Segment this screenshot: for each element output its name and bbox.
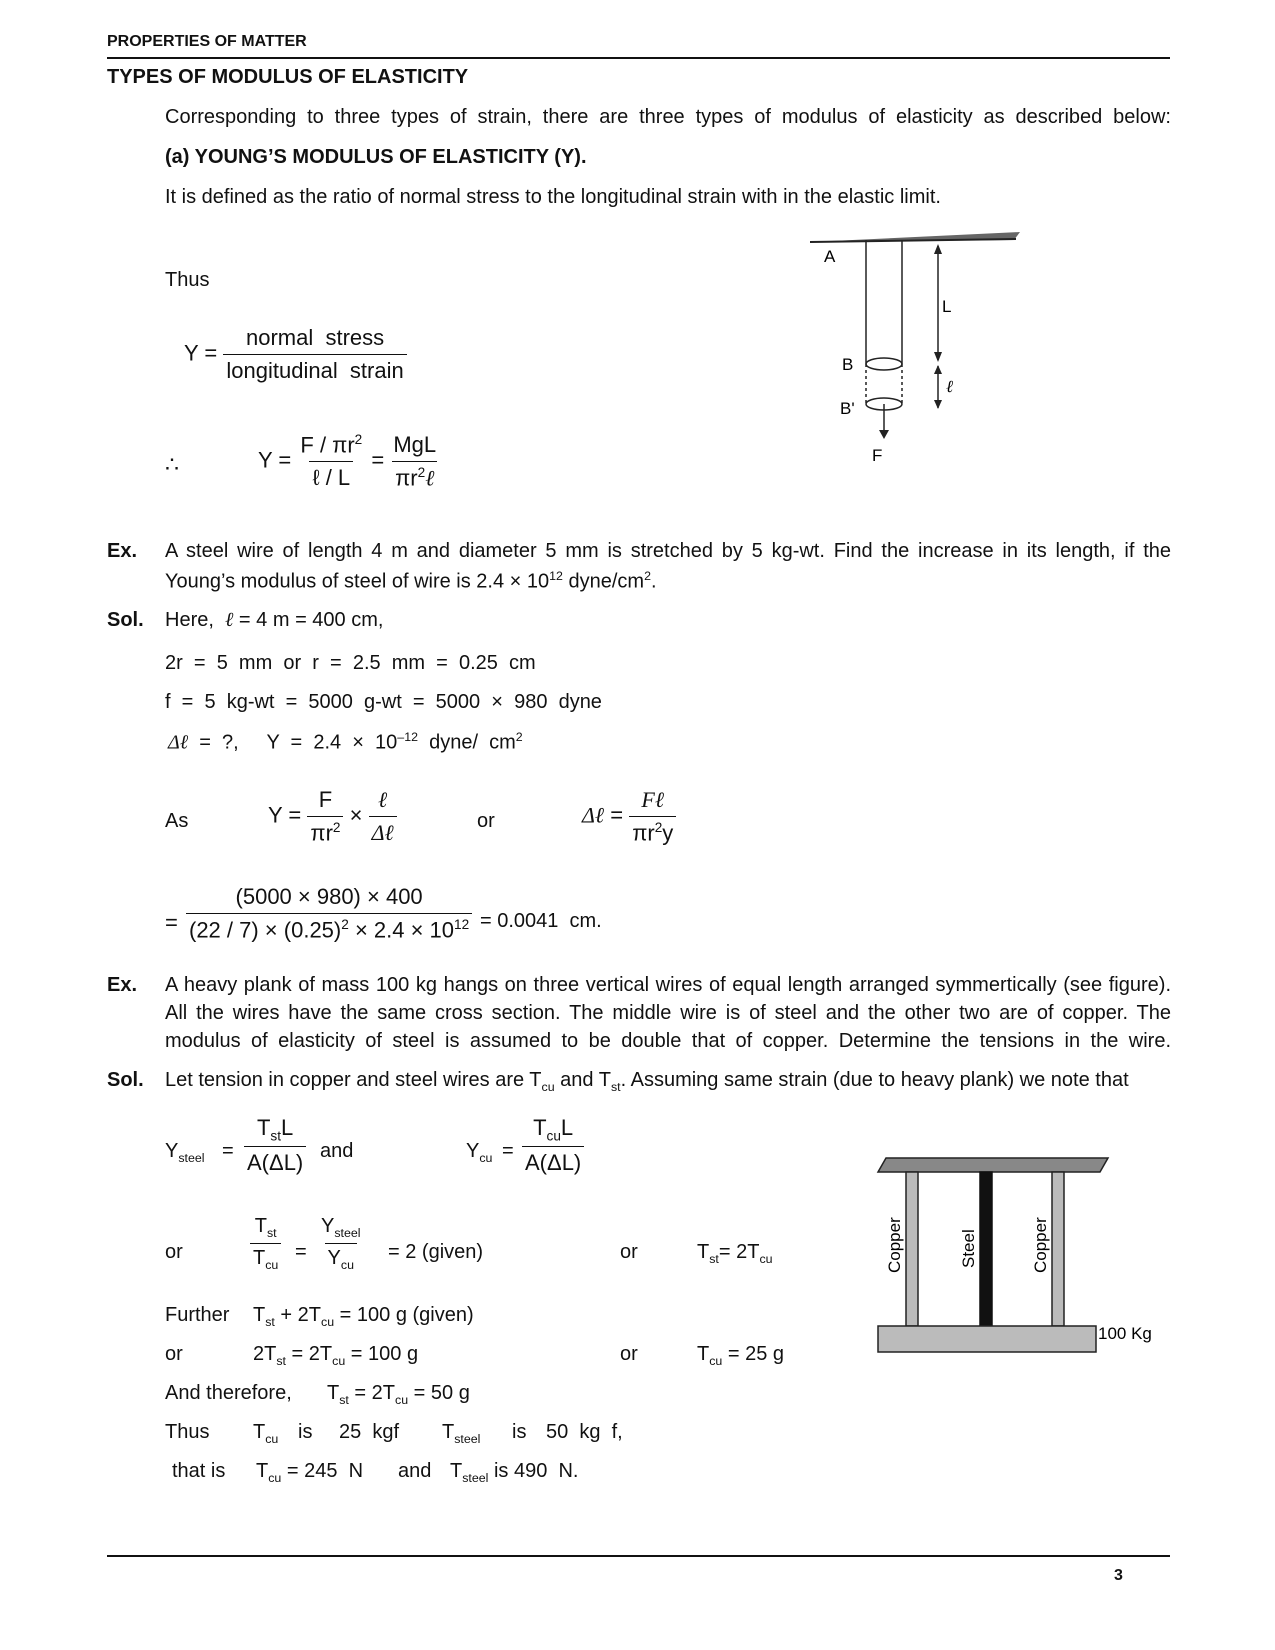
wire-stretch-figure xyxy=(810,232,1040,482)
fraction-denominator: longitudinal strain xyxy=(223,354,406,384)
therefore-symbol: ∴ xyxy=(165,452,179,477)
heavy-plank xyxy=(878,1326,1096,1352)
example1-line1: A steel wire of length 4 m and diameter 5 mm is stretched by 5 kg-wt. Find the increase in its length, if the xyxy=(165,540,1171,562)
tst-equals-2tcu: $T_{st}= 2T_{cu}$ xyxy=(697,1241,773,1266)
frac2-numerator: MgL xyxy=(393,432,437,457)
thus-tcu: $T_{cu}$ xyxy=(253,1421,279,1446)
formula-lhs: Y xyxy=(184,340,199,366)
eq-sign: = xyxy=(502,1140,514,1162)
label-B-prime: B' xyxy=(840,399,855,418)
solution2-tag: Sol. xyxy=(107,1069,144,1091)
subsection-title: (a) YOUNG’S MODULUS OF ELASTICITY (Y). xyxy=(165,146,587,168)
label-F: F xyxy=(872,446,883,465)
solution2-intro: Let tension in copper and steel wires are $T_{cu}$ and $T_{st}$. Assuming same strain (due to heavy plank) we note that xyxy=(165,1069,1129,1094)
plank-wires-figure xyxy=(878,1158,1152,1348)
or-label: or xyxy=(620,1241,638,1263)
calc-result: = 0.0041 cm. xyxy=(480,910,602,932)
solution1-unknown: Δℓ = ?, $Y = 2.4 \times 10^{-12}$ dyne/ $cm^2$ xyxy=(168,730,523,754)
or-equation: $2T_{st} = 2T_{cu} = 100$ g xyxy=(253,1343,419,1368)
young-modulus-relation: Y = $\frac{F}{\pi r^2}$ × $\frac{\text{ℓ}}{\text{Δℓ}}$ xyxy=(268,787,397,846)
footer-rule xyxy=(107,1555,1170,1557)
thus-label: Thus xyxy=(165,269,210,291)
solution1-radius: 2r = 5 mm or r = 2.5 mm = 0.25 cm xyxy=(165,652,536,674)
example2-tag: Ex. xyxy=(107,974,138,996)
intro-paragraph: Corresponding to three types of strain, there are three types of modulus of elasticity as described below: xyxy=(165,106,1171,128)
y-steel-fraction: $\frac{T_{st}L}{A(\Delta L)}$ xyxy=(244,1115,306,1176)
label-B: B xyxy=(842,355,854,374)
eq-sign: = xyxy=(295,1241,307,1263)
tcu-result: $T_{cu} = 25$ g xyxy=(697,1343,785,1368)
formula2-frac2: $\frac{\text{MgL}}{\pi r^2\ell}$ xyxy=(390,432,439,491)
tst-result: $T_{st} = 2T_{cu} = 50$ g xyxy=(327,1382,470,1407)
tension-ratio: $\frac{T_{st}}{T_{cu}}$ xyxy=(250,1215,281,1272)
y-steel-lhs: $Y_{steel}$ xyxy=(165,1140,205,1165)
page-number: 3 xyxy=(1114,1567,1123,1584)
or-label: or xyxy=(165,1241,183,1263)
tsteel-newton: $T_{steel}$ is 490 N. xyxy=(450,1460,579,1485)
tsteel-kgf: 50 kg f, xyxy=(546,1421,623,1443)
wire-end-b xyxy=(866,358,902,370)
example2-line3: modulus of elasticity of steel is assumed to be double that of copper. Determine the tensions in the wire. xyxy=(165,1030,1171,1052)
that-is-label: that is xyxy=(172,1460,226,1482)
example2-line2: All the wires have the same cross section. The middle wire is of steel and the other two are of copper. The xyxy=(165,1002,1171,1024)
tcu-kgf: 25 kgf xyxy=(339,1421,400,1443)
example1-tag: Ex. xyxy=(107,540,138,562)
label-copper-left: Copper xyxy=(885,1217,904,1273)
example1-line2: Young’s modulus of steel of wire is $2.4 \times 10^{12}$ dyne/$cm^2$. xyxy=(165,569,657,593)
steel-wire xyxy=(980,1172,992,1326)
is-label: is xyxy=(512,1421,527,1443)
label-L: L xyxy=(942,297,952,316)
frac1-numerator: F / πr xyxy=(300,432,355,458)
solution1-here: Here, ℓ = 4 m = 400 cm, xyxy=(165,609,384,631)
ceiling-support xyxy=(878,1158,1108,1172)
further-label: Further xyxy=(165,1304,230,1326)
example2-line1: A heavy plank of mass 100 kg hangs on three vertical wires of equal length arranged symmertically (see figure). xyxy=(165,974,1171,996)
section-title: TYPES OF MODULUS OF ELASTICITY xyxy=(107,66,469,88)
fraction-numerator: normal stress xyxy=(245,325,385,350)
eq-sign: = xyxy=(222,1140,234,1162)
solution1-force: f = 5 kg-wt = 5000 g-wt = 5000 × 980 dyne xyxy=(165,691,602,713)
copper-wire-right xyxy=(1052,1172,1064,1326)
and-label: and xyxy=(320,1140,354,1162)
calc-equals: = xyxy=(165,910,178,935)
formula2-lhs: Y xyxy=(258,447,273,473)
is-label: is xyxy=(298,1421,313,1443)
as-label: As xyxy=(165,810,189,832)
frac2-denominator: πr xyxy=(395,465,418,491)
or-label: or xyxy=(620,1343,638,1365)
label-A: A xyxy=(824,247,836,266)
extension-relation: Δℓ = $\frac{\text{Fℓ}}{\pi r^2y}$ xyxy=(582,787,676,846)
ratio-value: = 2 (given) xyxy=(388,1241,484,1263)
thus-label-2: Thus xyxy=(165,1421,210,1443)
definition-text: It is defined as the ratio of normal stress to the longitudinal strain with in the elastic limit. xyxy=(165,186,941,208)
youngs-modulus-expanded: Y = $\frac{F / \pi r^2}{\text{ℓ / L}}$ = $\frac{\text{MgL}}{\pi r^2\ell}$ xyxy=(258,432,439,491)
y-cu-lhs: $Y_{cu}$ xyxy=(466,1140,493,1165)
label-mass: 100 Kg xyxy=(1098,1324,1152,1343)
modulus-ratio: $\frac{Y_{steel}}{Y_{cu}}$ xyxy=(321,1215,361,1272)
tcu-newton: $T_{cu} = 245$ N xyxy=(256,1460,364,1485)
copper-wire-left xyxy=(906,1172,918,1326)
frac1-denominator: ℓ / L xyxy=(309,461,353,491)
formula2-frac1: $\frac{F / \pi r^2}{\text{ℓ / L}}$ xyxy=(300,432,363,491)
label-copper-right: Copper xyxy=(1031,1217,1050,1273)
stress-strain-fraction xyxy=(223,325,406,384)
further-equation: $T_{st} + 2T_{cu} = 100$ g (given) xyxy=(253,1304,474,1329)
or-label: or xyxy=(477,810,495,832)
thus-tsteel: $T_{steel}$ xyxy=(442,1421,481,1446)
or-label: or xyxy=(165,1343,183,1365)
and-therefore-label: And therefore, xyxy=(165,1382,292,1404)
y-cu-fraction: $\frac{T_{cu}L}{A(\Delta L)}$ xyxy=(522,1115,584,1176)
label-steel: Steel xyxy=(959,1229,978,1268)
youngs-modulus-formula: Y = $\frac{\text{normal stress}}{\text{longitudinal strain}}$ xyxy=(184,325,407,384)
solution1-tag: Sol. xyxy=(107,609,144,631)
running-header: PROPERTIES OF MATTER xyxy=(107,33,307,50)
header-rule xyxy=(107,57,1170,59)
calculation-fraction: $\frac{(5000 \times 980) \times 400}{(22 / 7) \times (0.25)^2 \times 2.4 \times 10^{12}}$ xyxy=(186,884,472,943)
force-arrowhead xyxy=(879,430,889,439)
label-ell: ℓ xyxy=(946,377,954,396)
and-label-2: and xyxy=(398,1460,432,1482)
